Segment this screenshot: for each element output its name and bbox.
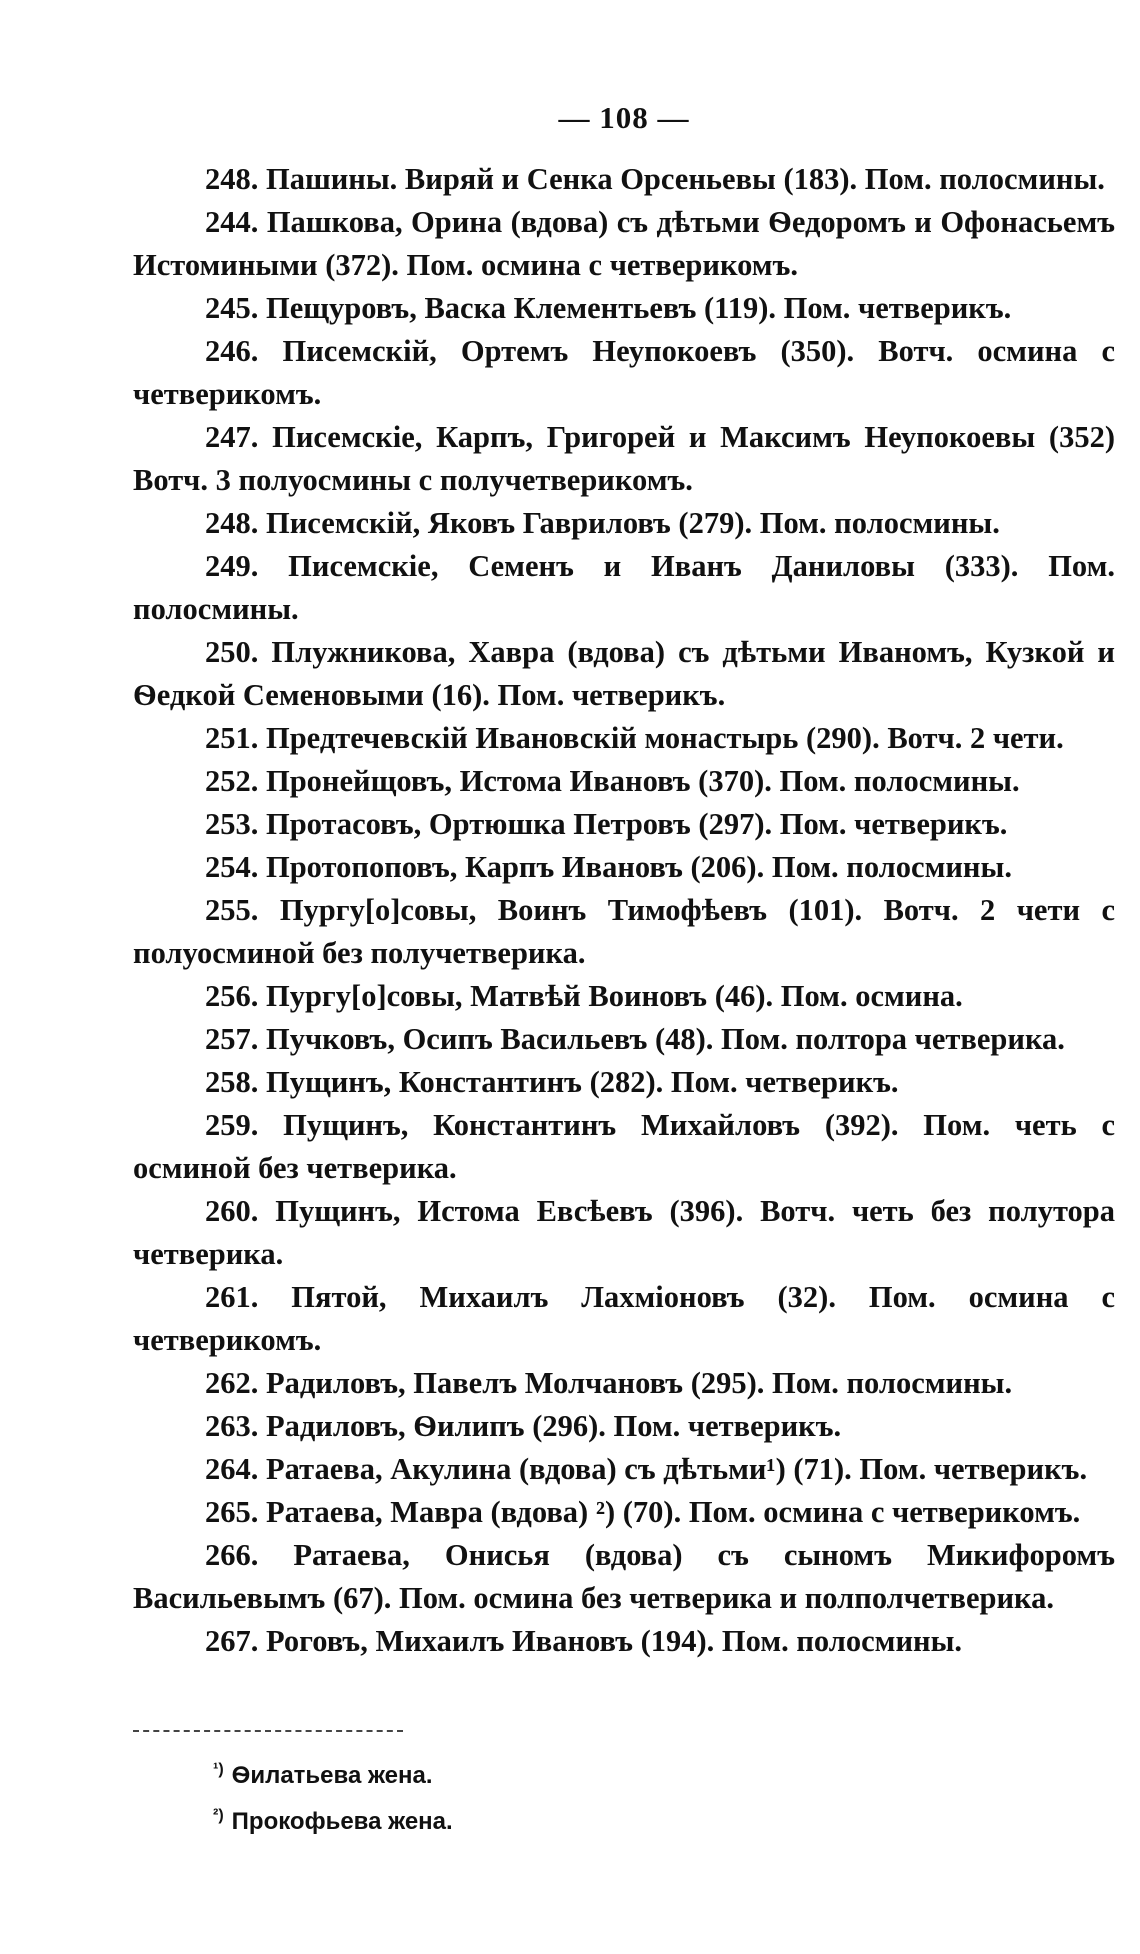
list-item: 252. Пронейщовъ, Истома Ивановъ (370). Пом. полосмины. [205, 764, 1020, 798]
list-item: 261. Пятой, Михаилъ Лахмiоновъ (32). Пом. осмина с четверикомъ. [133, 1280, 1115, 1357]
list-item: 256. Пургу[о]совы, Матвѣй Воиновъ (46). Пом. осмина. [205, 979, 963, 1013]
list-item: 266. Ратаева, Онисья (вдова) съ сыномъ Микифоромъ Васильевымъ (67). Пом. осмина без четверика и полполчетверика. [133, 1538, 1115, 1615]
list-item: 246. Писемскій, Ортемъ Неупокоевъ (350). Вотч. осмина с четверикомъ. [133, 334, 1115, 411]
list-item: 251. Предтечевскій Ивановскій монастырь (290). Вотч. 2 чети. [205, 721, 1064, 755]
footnote [213, 1750, 453, 1796]
list-item: 253. Протасовъ, Ортюшка Петровъ (297). Пом. четверикъ. [205, 807, 1008, 841]
list-item: 244. Пашкова, Орина (вдова) съ дѣтьми Ѳедоромъ и Офонасьемъ Истомиными (372). Пом. осмина с четверикомъ. [133, 205, 1115, 282]
footnote-divider [133, 1730, 403, 1732]
page-number: — 108 — [558, 100, 690, 135]
footnote-mark: ¹) [213, 1761, 224, 1778]
footnote-mark: ²) [213, 1807, 224, 1824]
list-item: 247. Писемскіе, Карпъ, Григорей и Максимъ Неупокоевы (352) Вотч. 3 полуосмины с получетверикомъ. [133, 420, 1115, 497]
footnotes [213, 1750, 453, 1842]
list-item: 248. Пашины. Виряй и Сенка Орсеньевы (183). Пом. полосмины. [205, 162, 1105, 196]
list-item: 245. Пещуровъ, Васка Клементьевъ (119). Пом. четверикъ. [205, 291, 1012, 325]
list-item: 260. Пущинъ, Истома Евсѣевъ (396). Вотч. четь без полутора четверика. [133, 1194, 1115, 1271]
list-item: 259. Пущинъ, Константинъ Михайловъ (392). Пом. четь с осминой без четверика. [133, 1108, 1115, 1185]
list-item: 262. Радиловъ, Павелъ Молчановъ (295). Пом. полосмины. [205, 1366, 1013, 1400]
list-item: 265. Ратаева, Мавра (вдова) ²) (70). Пом. осмина с четверикомъ. [205, 1495, 1081, 1529]
list-item: 249. Писемскіе, Семенъ и Иванъ Даниловы (333). Пом. полосмины. [133, 549, 1115, 626]
list-item: 264. Ратаева, Акулина (вдова) съ дѣтьми¹) (71). Пом. четверикъ. [205, 1452, 1088, 1486]
footnote [213, 1796, 453, 1842]
list-item: 263. Радиловъ, Ѳилипъ (296). Пом. четверикъ. [205, 1409, 842, 1443]
entry-list [133, 158, 1115, 1663]
footnote-text: Ѳилатьева жена. [231, 1762, 433, 1789]
document-page [133, 100, 1115, 1663]
list-item: 255. Пургу[о]совы, Воинъ Тимофѣевъ (101). Вотч. 2 чети с полуосминой без получетверика. [133, 893, 1115, 970]
list-item: 257. Пучковъ, Осипъ Васильевъ (48). Пом. полтора четверика. [205, 1022, 1065, 1056]
list-item: 254. Протопоповъ, Карпъ Ивановъ (206). Пом. полосмины. [205, 850, 1012, 884]
list-item: 248. Писемскій, Яковъ Гавриловъ (279). Пом. полосмины. [205, 506, 1000, 540]
list-item: 258. Пущинъ, Константинъ (282). Пом. четверикъ. [205, 1065, 899, 1099]
list-item: 267. Роговъ, Михаилъ Ивановъ (194). Пом. полосмины. [205, 1624, 963, 1658]
footnote-text: Прокофьева жена. [231, 1808, 453, 1835]
list-item: 250. Плужникова, Хавра (вдова) съ дѣтьми Иваномъ, Кузкой и Ѳедкой Семеновыми (16). Пом. четверикъ. [133, 635, 1115, 712]
